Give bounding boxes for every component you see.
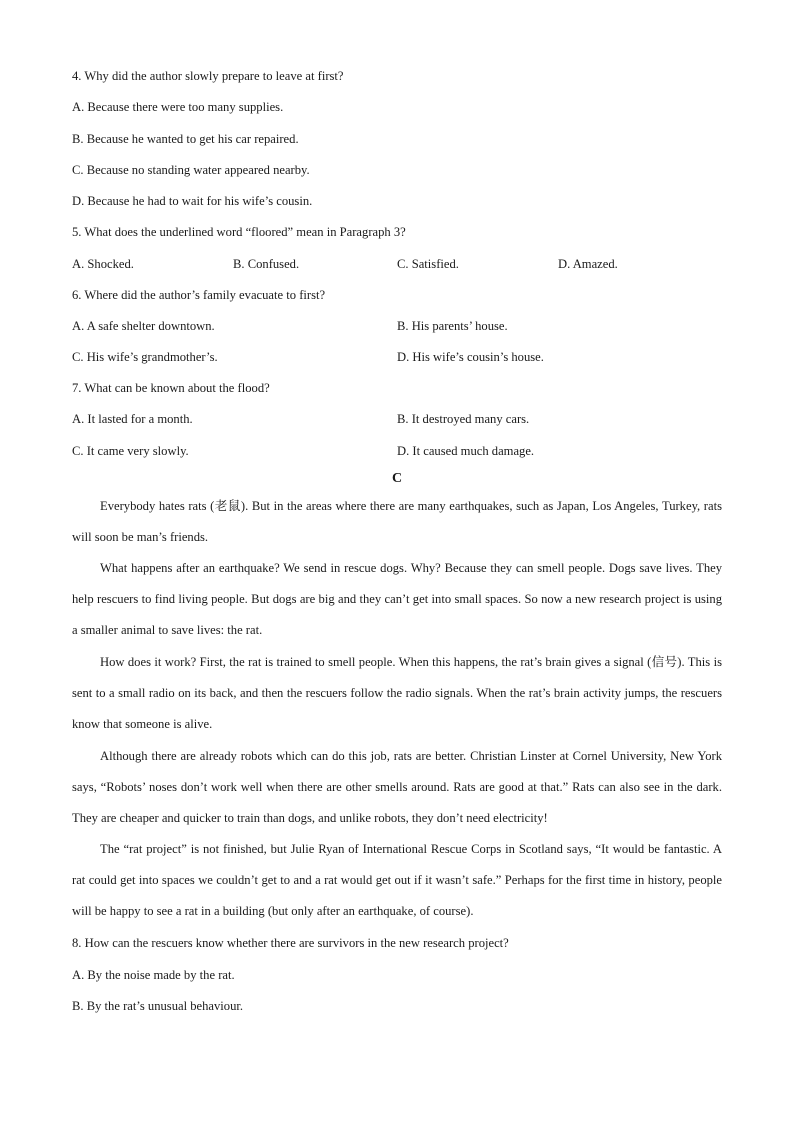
passage-paragraph-text: The “rat project” is not finished, but Julie Ryan of International Rescue Corps in Scotland says, “It would be fantastic. A rat could get into spaces we couldn’t get to and a rat would get out if it wasn’t safe.” Perhaps for the first time in history, people will be happy to see a rat in a building (but only after an earthquake, of course). [72,842,722,919]
question-7-option-b: B. It destroyed many cars. [397,412,530,426]
passage-paragraph-text: Although there are already robots which can do this job, rats are better. Christian Linster at Cornel University, New York says, “Robots’ noses don’t work well when there are other smells around. Rats are good at that.” Rats can also see in the dark. They are cheaper and quicker to train than dogs, and unlike robots, they don’t need electricity! [72,749,722,826]
question-4-option-d: D. Because he had to wait for his wife’s cousin. [72,194,313,208]
passage-paragraph-text: How does it work? First, the rat is trained to smell people. When this happens, the rat’s brain gives a signal (信号). This is sent to a small radio on its back, and then the rescuers follow the radio signals. When the rat’s brain activity jumps, the rescuers know that someone is alive. [72,655,722,732]
question-6-option-b: B. His parents’ house. [397,319,508,333]
question-7-stem: 7. What can be known about the flood? [72,381,270,395]
question-7-option-a: A. It lasted for a month. [72,412,193,426]
question-8-option-b: B. By the rat’s unusual behaviour. [72,999,244,1013]
section-c-heading: C [391,471,403,486]
question-4-option-c: C. Because no standing water appeared nearby. [72,163,310,177]
question-5-option-b: B. Confused. [233,257,300,271]
passage-paragraph [72,834,722,928]
passage-paragraph [72,647,722,741]
question-5-stem: 5. What does the underlined word “floored” mean in Paragraph 3? [72,225,406,239]
question-8-stem: 8. How can the rescuers know whether there are survivors in the new research project? [72,936,509,950]
passage-paragraph [72,741,722,835]
passage-paragraph [72,491,722,553]
question-4-option-a: A. Because there were too many supplies. [72,100,284,114]
question-4-stem: 4. Why did the author slowly prepare to leave at first? [72,69,344,83]
question-7-option-c: C. It came very slowly. [72,444,189,458]
passage-paragraph [72,553,722,647]
question-8-option-a: A. By the noise made by the rat. [72,968,235,982]
question-5-option-c: C. Satisfied. [397,257,459,271]
passage-paragraph-text: What happens after an earthquake? We send in rescue dogs. Why? Because they can smell people. Dogs save lives. They help rescuers to find living people. But dogs are big and they can’t get into small spaces. So now a new research project is using a smaller animal to save lives: the rat. [72,561,722,638]
question-5-option-a: A. Shocked. [72,257,134,271]
passage-paragraph-text: Everybody hates rats (老鼠). But in the areas where there are many earthquakes, such as Japan, Los Angeles, Turkey, rats will soon be man’s friends. [72,499,722,545]
question-7-option-d: D. It caused much damage. [397,444,535,458]
question-5-option-d: D. Amazed. [558,257,618,271]
question-6-stem: 6. Where did the author’s family evacuate to first? [72,288,326,302]
question-6-option-a: A. A safe shelter downtown. [72,319,215,333]
question-6-option-d: D. His wife’s cousin’s house. [397,350,544,364]
question-4-option-b: B. Because he wanted to get his car repaired. [72,132,299,146]
question-6-option-c: C. His wife’s grandmother’s. [72,350,218,364]
